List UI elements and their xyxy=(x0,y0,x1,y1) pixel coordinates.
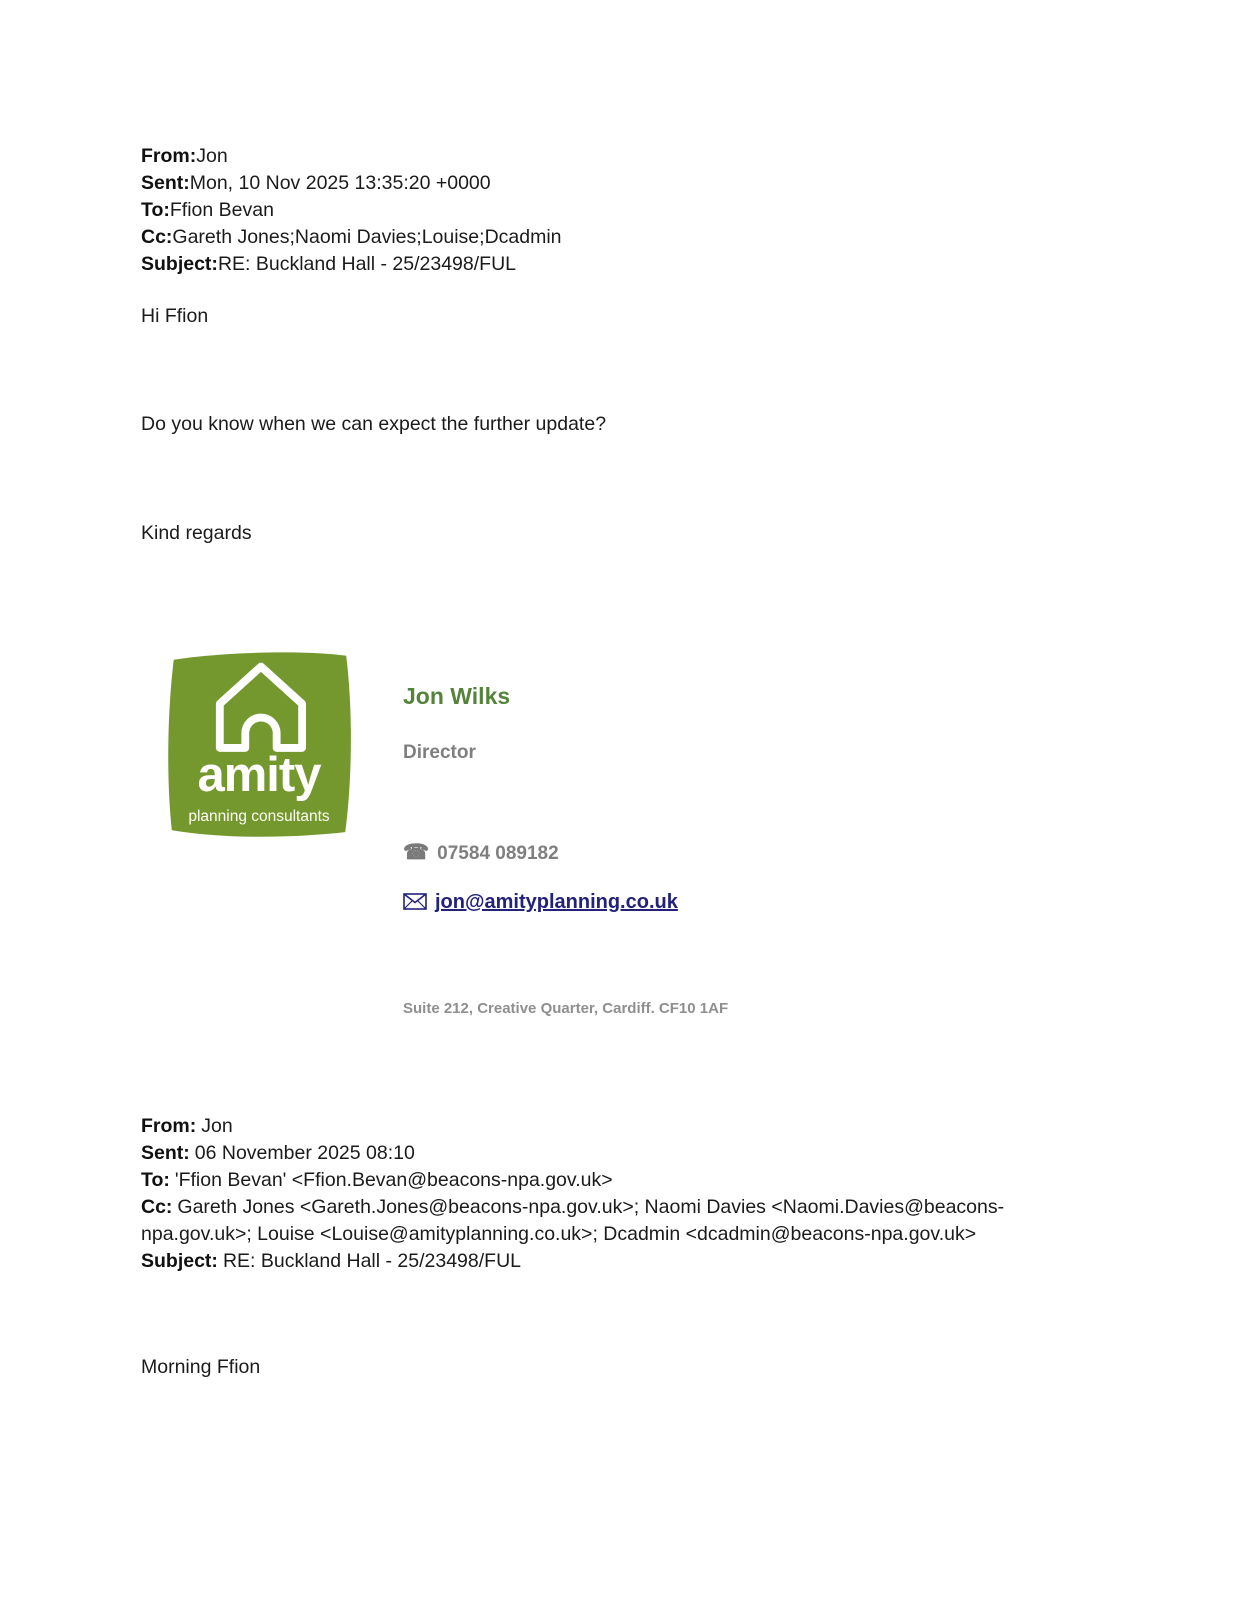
subject-label: Subject: xyxy=(141,1250,218,1272)
subject-label: Subject: xyxy=(141,253,218,275)
amity-tagline-text: planning consultants xyxy=(188,808,330,825)
email1-closing: Kind regards xyxy=(141,522,252,544)
subject-value: RE: Buckland Hall - 25/23498/FUL xyxy=(222,1250,522,1272)
to-label: To: xyxy=(141,199,170,221)
email1-to-line xyxy=(141,197,1101,224)
email-link[interactable]: jon@amityplanning.co.uk xyxy=(435,891,678,913)
from-value: Jon xyxy=(196,145,228,167)
email1-cc-line xyxy=(141,224,1101,251)
signature-phone-line xyxy=(403,839,559,867)
email1-sent-line xyxy=(141,170,1101,197)
signature-name: Jon Wilks xyxy=(403,683,511,709)
amity-logo xyxy=(158,645,360,841)
signature-job-title: Director xyxy=(403,742,476,763)
email-signature xyxy=(141,643,1136,1113)
email2-sent-line xyxy=(141,1140,1021,1167)
from-label: From: xyxy=(141,145,197,167)
to-label: To: xyxy=(141,1169,170,1191)
to-value: Ffion Bevan xyxy=(169,199,274,221)
cc-label: Cc: xyxy=(141,1196,173,1218)
email2-header-block xyxy=(141,1113,1021,1275)
email1-header-block xyxy=(141,143,1101,278)
envelope-icon xyxy=(403,893,427,910)
signature-email-line xyxy=(403,889,678,916)
from-label: From: xyxy=(141,1115,197,1137)
amity-brand-text: amity xyxy=(197,748,321,802)
email2-greeting: Morning Ffion xyxy=(141,1356,261,1378)
email1-greeting: Hi Ffion xyxy=(141,305,209,327)
phone-number: 07584 089182 xyxy=(437,843,559,864)
email1-from-line xyxy=(141,143,1101,170)
sent-label: Sent: xyxy=(141,172,190,194)
sent-value: 06 November 2025 08:10 xyxy=(194,1142,415,1164)
cc-value: Gareth Jones <Gareth.Jones@beacons-npa.gov.uk>; Naomi Davies <Naomi.Davies@beacons-npa.gov.uk>; Louise <Louise@amityplanning.co.uk>; Dcadmin <dcadmin@beacons-npa.gov.uk> xyxy=(141,1196,1005,1245)
to-value: 'Ffion Bevan' <Ffion.Bevan@beacons-npa.gov.uk> xyxy=(174,1169,613,1191)
cc-label: Cc: xyxy=(141,226,173,248)
sent-value: Mon, 10 Nov 2025 13:35:20 +0000 xyxy=(189,172,491,194)
email1-body-text: Do you know when we can expect the further update? xyxy=(141,413,607,435)
from-value: Jon xyxy=(201,1115,233,1137)
email2-to-line xyxy=(141,1167,1021,1194)
phone-icon: ☎ xyxy=(403,841,430,864)
email2-subject-line xyxy=(141,1248,1021,1275)
cc-value: Gareth Jones;Naomi Davies;Louise;Dcadmin xyxy=(172,226,562,248)
email2-from-line xyxy=(141,1113,1021,1140)
email1-subject-line xyxy=(141,251,1101,278)
subject-value: RE: Buckland Hall - 25/23498/FUL xyxy=(217,253,517,275)
email2-cc-line xyxy=(141,1194,1021,1248)
sent-label: Sent: xyxy=(141,1142,190,1164)
signature-address: Suite 212, Creative Quarter, Cardiff. CF10 1AF xyxy=(403,1000,729,1017)
